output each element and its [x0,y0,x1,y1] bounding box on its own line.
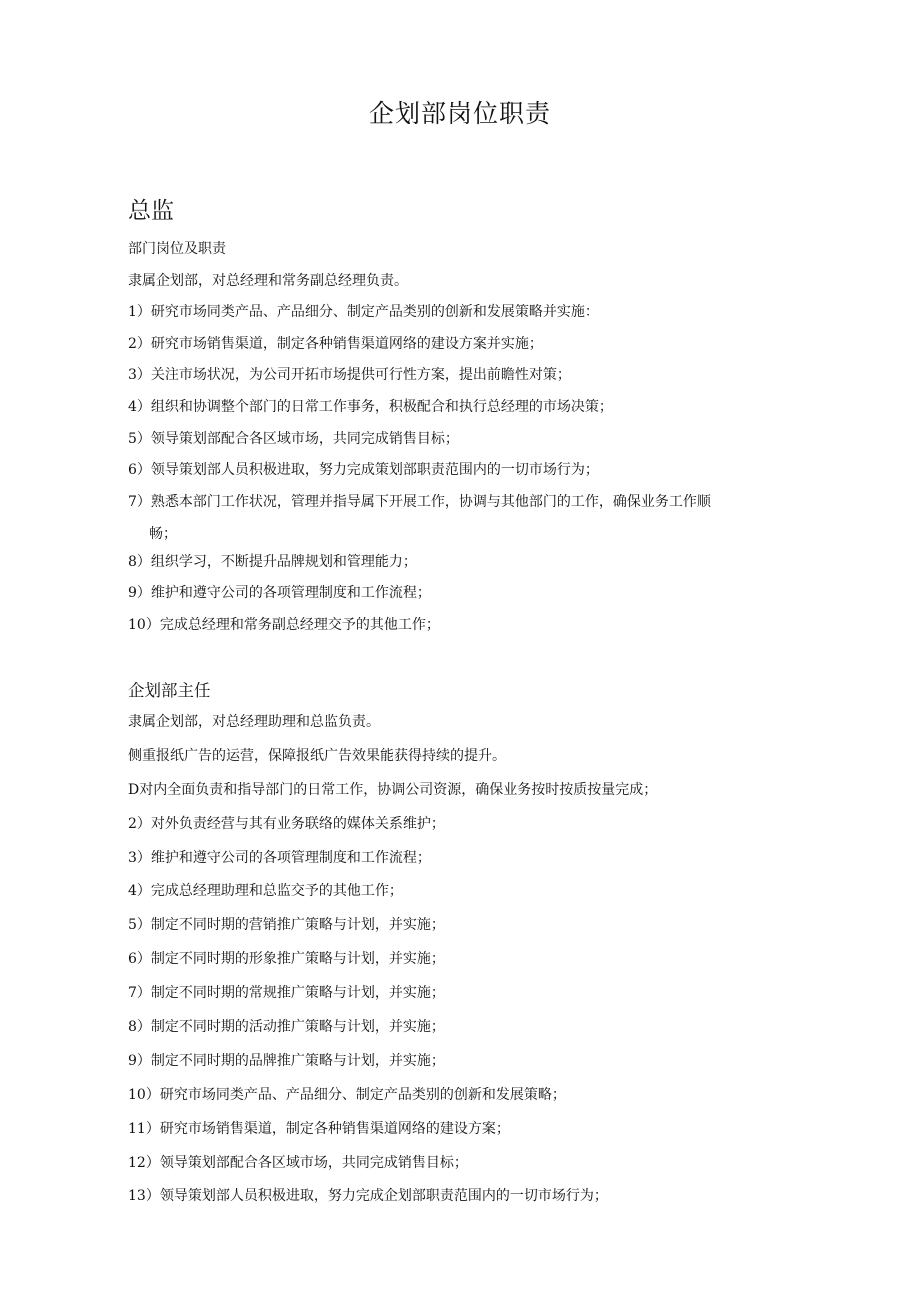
list-item: 7）制定不同时期的常规推广策略与计划，并实施； [128,985,445,1002]
list-item: 6）领导策划部人员积极进取，努力完成策划部职责范围内的一切市场行为； [128,462,599,479]
section-director [128,195,788,648]
list-item: 2）研究市场销售渠道，制定各种销售渠道网络的建设方案并实施； [128,335,543,352]
list-item: 10）完成总经理和常务副总经理交予的其他工作； [128,616,440,633]
body-line: 隶属企划部，对总经理助理和总监负责。 [128,714,380,730]
list-item-continuation: 畅； [149,525,177,542]
list-item: 11）研究市场销售渠道，制定各种销售渠道网络的建设方案； [128,1120,510,1137]
list-item: 4）完成总经理助理和总监交予的其他工作； [128,883,403,900]
list-item: 5）制定不同时期的营销推广策略与计划，并实施； [128,917,445,934]
document-title: 企划部岗位职责 [368,99,551,128]
section-heading: 企划部主任 [128,681,211,700]
list-item: D对内全面负责和指导部门的日常工作，协调公司资源，确保业务按时按质按量完成； [128,781,658,798]
list-item: 3）维护和遵守公司的各项管理制度和工作流程； [128,849,431,866]
section-planning-head [128,678,788,1221]
list-item: 3）关注市场状况，为公司开拓市场提供可行性方案，提出前瞻性对策； [128,367,571,384]
list-item: 4）组织和协调整个部门的日常工作事务，积极配合和执行总经理的市场决策； [128,398,613,415]
body-line: 侧重报纸广告的运营，保障报纸广告效果能获得持续的提升。 [128,747,506,764]
list-item: 5）领导策划部配合各区域市场，共同完成销售目标； [128,430,459,447]
list-item: 8）组织学习，不断提升品牌规划和管理能力； [128,553,417,570]
list-item-wrapped [128,486,788,550]
list-item: 9）制定不同时期的品牌推广策略与计划，并实施； [128,1052,445,1069]
section-heading: 总监 [128,198,174,224]
list-item-text: 7）熟悉本部门工作状况，管理并指导属下开展工作，协调与其他部门的工作，确保业务工作顺 [128,493,711,510]
list-item: 9）维护和遵守公司的各项管理制度和工作流程； [128,585,431,602]
list-item: 13）领导策划部人员积极进取，努力完成企划部职责范围内的一切市场行为； [128,1188,608,1205]
list-item: 10）研究市场同类产品、产品细分、制定产品类别的创新和发展策略； [128,1086,566,1103]
list-item: 2）对外负责经营与其有业务联络的媒体关系维护； [128,815,445,832]
list-item: 1）研究市场同类产品、产品细分、制定产品类别的创新和发展策略并实施： [128,304,599,321]
list-item: 6）制定不同时期的形象推广策略与计划，并实施； [128,951,445,968]
body-line: 隶属企划部，对总经理和常务副总经理负责。 [128,272,408,289]
list-item: 12）领导策划部配合各区域市场，共同完成销售目标； [128,1154,468,1171]
body-line: 部门岗位及职责 [128,241,226,257]
list-item: 8）制定不同时期的活动推广策略与计划，并实施； [128,1019,445,1036]
